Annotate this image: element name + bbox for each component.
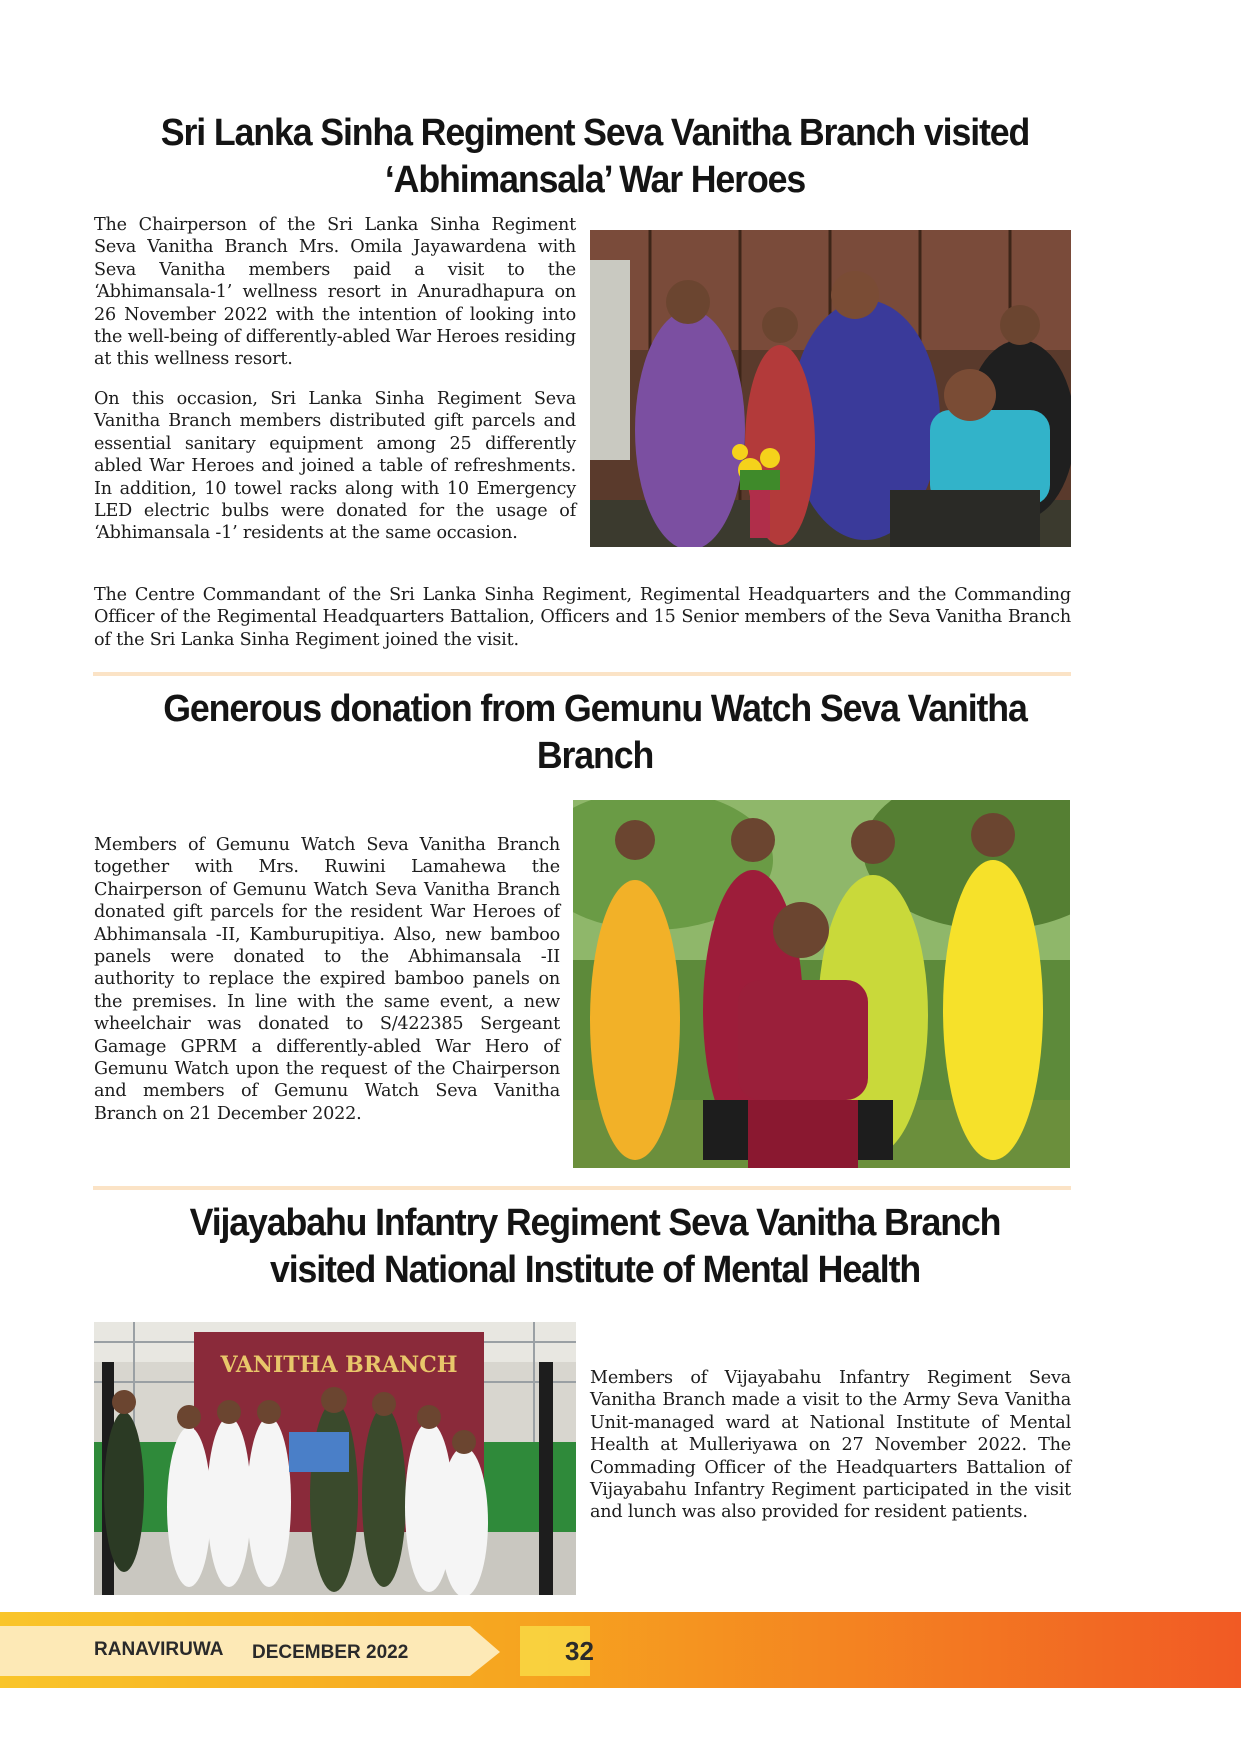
article-2-paragraph-1: Members of Gemunu Watch Seva Vanitha Branch together with Mrs. Ruwini Lamahewa the Chairperson of Gemunu Watch Seva Vanitha Branch donated gift parcels for the resident War Heroes of Abhimansala -II, Kamburupitiya. Also, new bamboo panels were donated to the Abhimansala -II authority to replace the expired bamboo panels on the premises. In line with the same event, a new wheelchair was donated to S/422385 Sergeant Gamage GPRM a differently-abled War Hero of Gemunu Watch upon the request of the Chairperson and members of Gemunu Watch Seva Vanitha Branch on 21 December 2022. [94, 835, 560, 1124]
article-1-paragraph-1: The Chairperson of the Sri Lanka Sinha Regiment Seva Vanitha Branch Mrs. Omila Jayawardena with Seva Vanitha members paid a visit to the ‘Abhimansala-1’ wellness resort in Anuradhapura on 26 November 2022 with the intention of looking into the well-being of differently-abled War Heroes residing at this wellness resort. [94, 215, 576, 370]
article-1-paragraph-3: The Centre Commandant of the Sri Lanka Sinha Regiment, Regimental Headquarters and the Commanding Officer of the Regimental Headquarters Battalion, Officers and 15 Senior members of the Seva Vanitha Branch of the Sri Lanka Sinha Regiment joined the visit. [94, 585, 1071, 650]
footer-magazine-name: RANAVIRUWA [94, 1639, 224, 1660]
section-divider-2 [93, 1186, 1071, 1190]
article-2-headline-line-2: Branch [536, 735, 654, 777]
article-1-headline-line-1: Sri Lanka Sinha Regiment Seva Vanitha Branch visited [160, 112, 1030, 154]
article-2-headline [125, 686, 1065, 780]
page-number: 32 [565, 1636, 594, 1666]
footer-issue-date: DECEMBER 2022 [252, 1642, 409, 1663]
article-2-headline-line-1: Generous donation from Gemunu Watch Seva Vanitha [163, 688, 1027, 730]
article-1-paragraph-2: On this occasion, Sri Lanka Sinha Regiment Seva Vanitha Branch members distributed gift parcels and essential sanitary equipment among 25 differently abled War Heroes and joined a table of refreshments. In addition, 10 towel racks along with 10 Emergency LED electric bulbs were donated for the usage of ‘Abhimansala -1’ residents at the same occasion. [94, 389, 576, 544]
page-footer [0, 1612, 1241, 1688]
banner-text: VANITHA BRANCH [220, 1352, 458, 1378]
article-3-headline [125, 1200, 1065, 1294]
article-1-headline [125, 110, 1065, 204]
article-1-headline-line-2: ‘Abhimansala’ War Heroes [384, 159, 806, 201]
article-3-paragraph-1: Members of Vijayabahu Infantry Regiment Seva Vanitha Branch made a visit to the Army Seva Vanitha Unit-managed ward at National Institute of Mental Health at Mulleriyawa on 27 November 2022. The Commading Officer of the Headquarters Battalion of Vijayabahu Infantry Regiment participated in the visit and lunch was also provided for resident patients. [590, 1368, 1071, 1523]
article-3-photo [94, 1322, 576, 1595]
article-2-photo [573, 800, 1070, 1168]
article-3-headline-line-2: visited National Institute of Mental Health [269, 1249, 921, 1291]
article-3-headline-line-1: Vijayabahu Infantry Regiment Seva Vanitha Branch [189, 1202, 1001, 1244]
section-divider-1 [93, 672, 1071, 676]
article-1-photo [590, 230, 1071, 547]
